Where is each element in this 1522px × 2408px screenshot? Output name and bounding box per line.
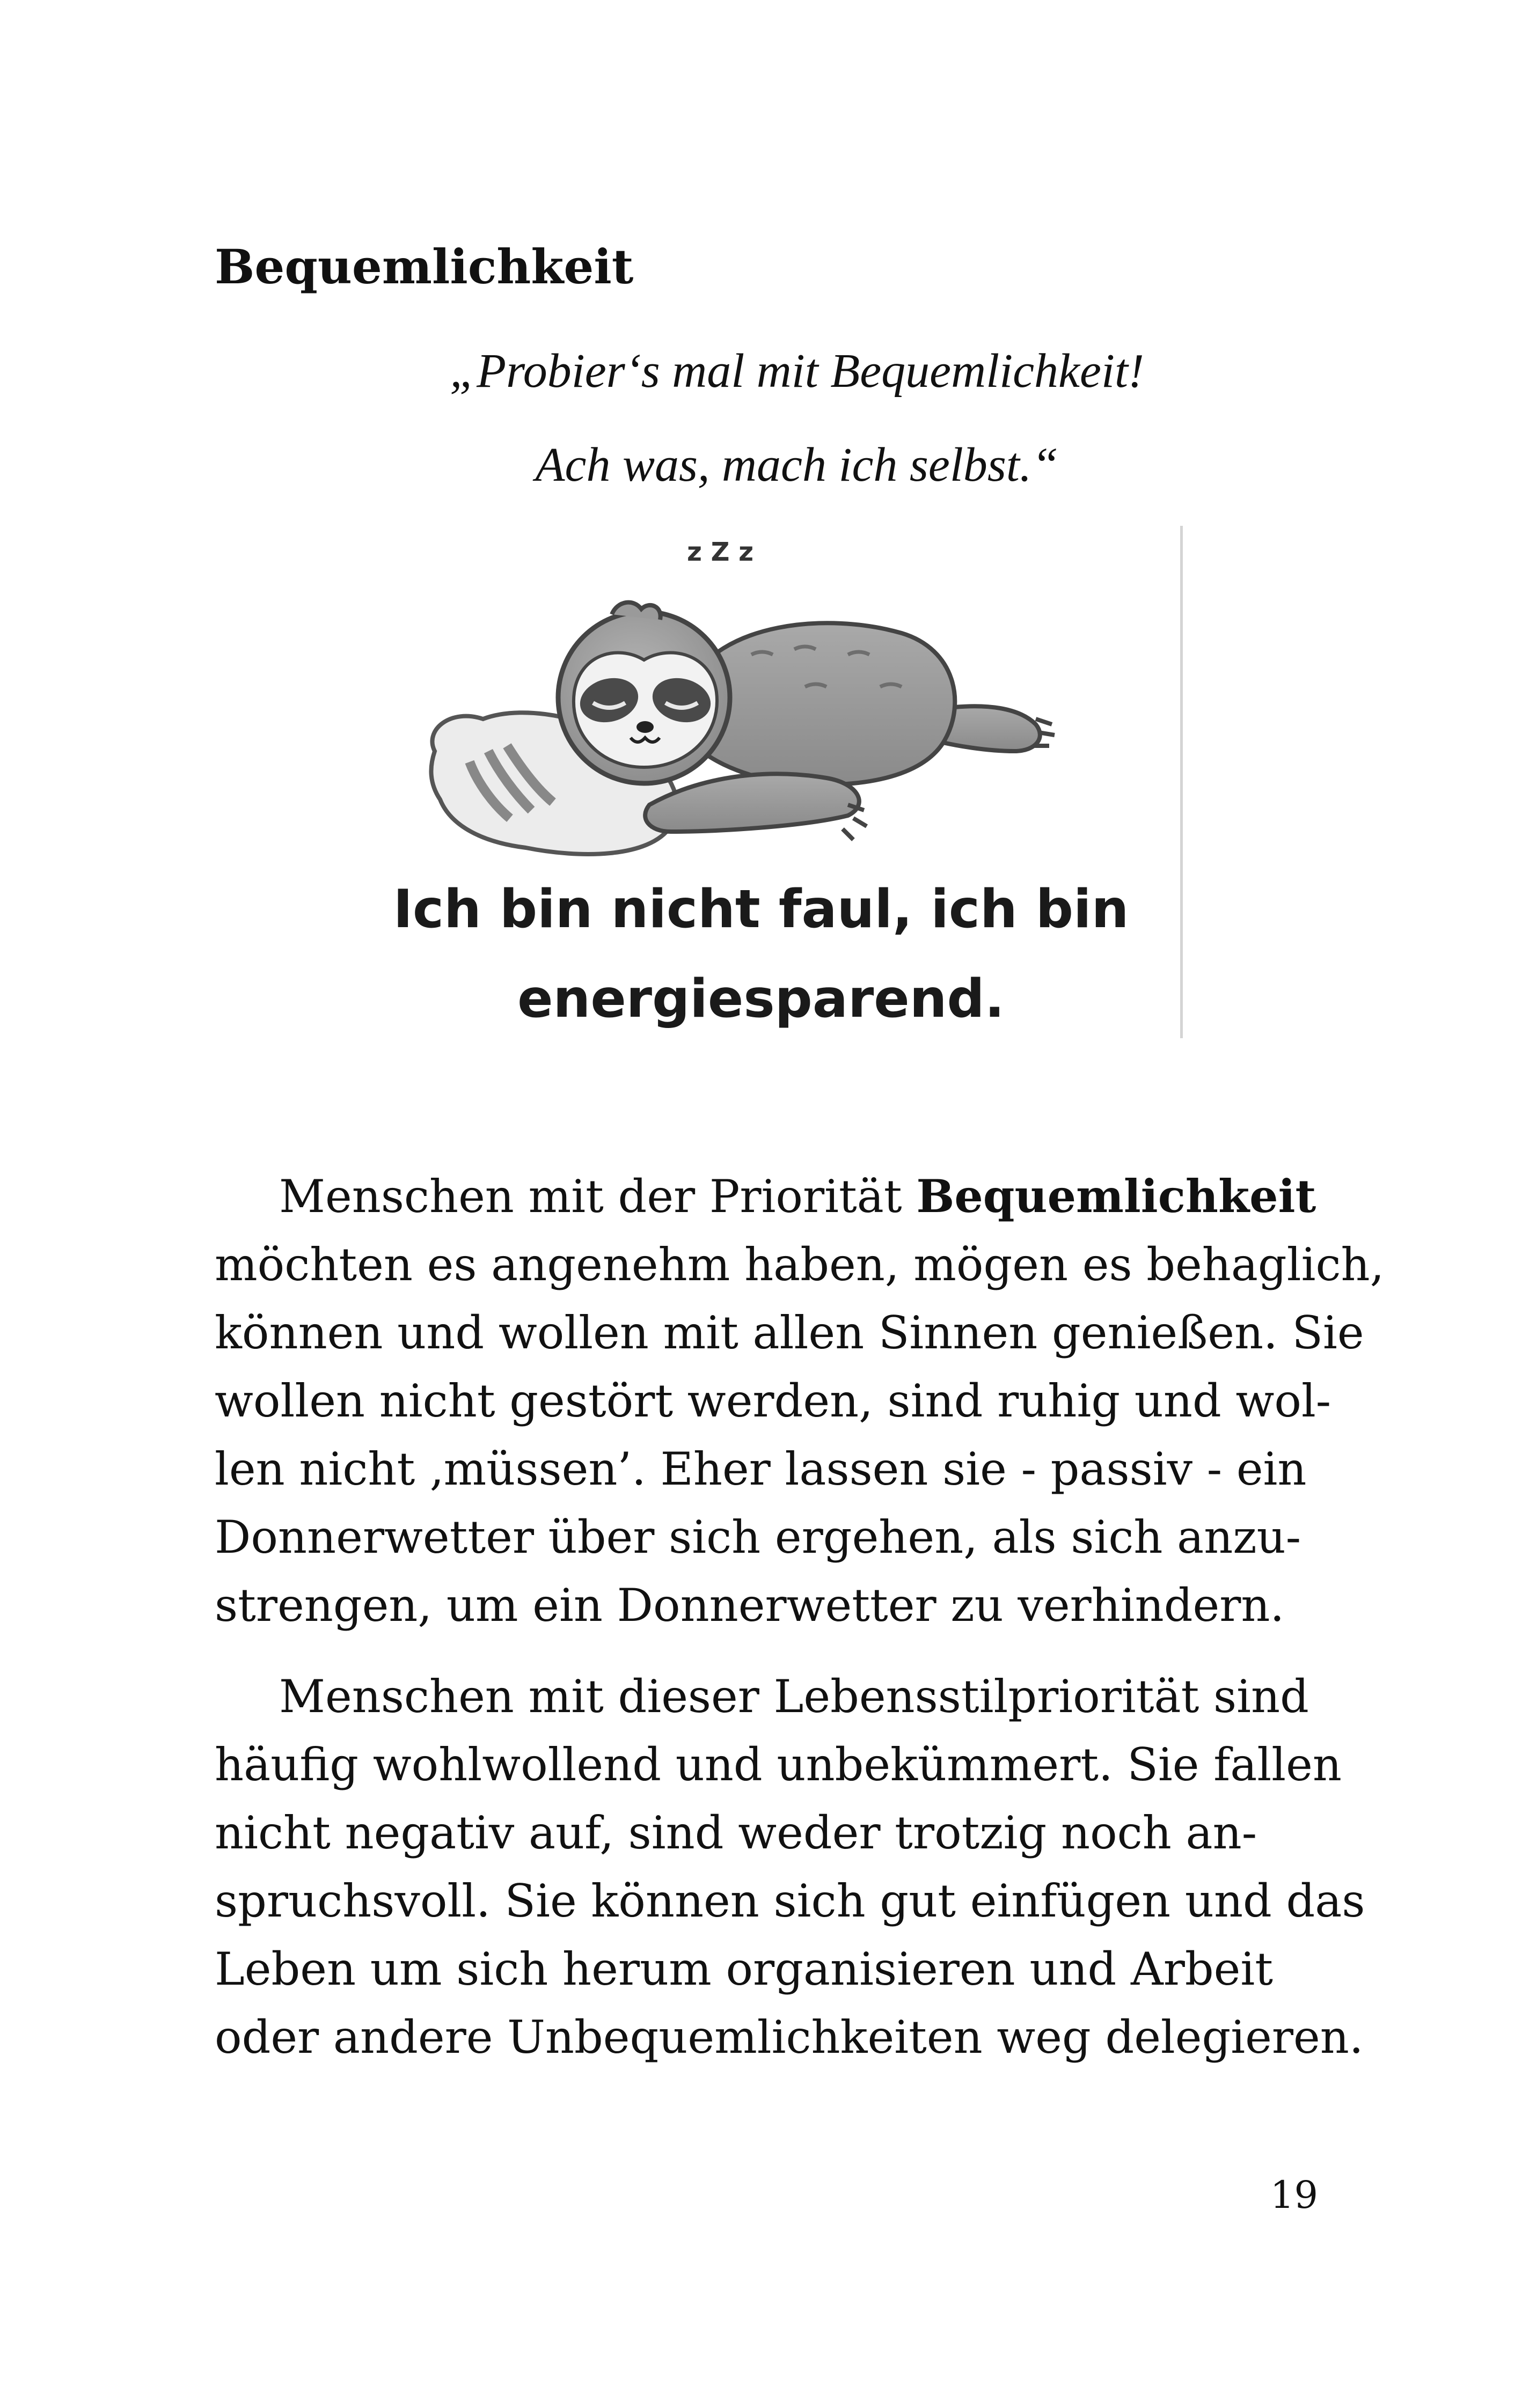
paragraph-1 xyxy=(215,1162,1385,1640)
sleeping-sloth-icon xyxy=(419,526,1191,1041)
illustration-caption-line-1: Ich bin nicht faul, ich bin xyxy=(393,879,1129,940)
paragraph-line: oder andere Unbequemlichkeiten weg delegieren. xyxy=(215,2011,1364,2064)
paragraph-line: spruchsvoll. Sie können sich gut einfügen und das xyxy=(215,1875,1365,1927)
paragraph-line: möchten es angenehm haben, mögen es behaglich, xyxy=(215,1238,1385,1291)
divider-line xyxy=(1180,526,1183,1038)
paragraph-line: wollen nicht gestört werden, sind ruhig und wol- xyxy=(215,1375,1331,1427)
page-number: 19 xyxy=(1270,2173,1318,2217)
bold-term: Bequemlichkeit xyxy=(916,1170,1316,1223)
paragraph-line: nicht negativ auf, sind weder trotzig noch an- xyxy=(215,1807,1257,1859)
paragraph-line: Menschen mit dieser Lebensstilpriorität sind xyxy=(279,1670,1309,1723)
paragraph-line: Leben um sich herum organisieren und Arbeit xyxy=(215,1943,1273,1995)
illustration-caption-line-2: energiesparend. xyxy=(517,968,1005,1030)
paragraph-line: häufig wohlwollend und unbekümmert. Sie fallen xyxy=(215,1738,1342,1791)
snore-text: z Z z xyxy=(687,537,754,567)
paragraph-2 xyxy=(215,1663,1365,2072)
paragraph-line: len nicht ‚müssen’. Eher lassen sie - passiv - ein xyxy=(215,1443,1307,1495)
paragraph-line: Donnerwetter über sich ergehen, als sich anzu- xyxy=(215,1511,1301,1563)
paragraph-line: strengen, um ein Donnerwetter zu verhindern. xyxy=(215,1579,1285,1632)
paragraph-line: können und wollen mit allen Sinnen genießen. Sie xyxy=(215,1306,1364,1359)
epigraph-line-1: „Probier‘s mal mit Bequemlichkeit! xyxy=(450,344,1144,398)
paragraph-line: Menschen mit der Priorität Bequemlichkeit xyxy=(279,1170,1316,1223)
epigraph-line-2: Ach was, mach ich selbst.“ xyxy=(535,438,1059,491)
section-heading: Bequemlichkeit xyxy=(215,239,634,295)
